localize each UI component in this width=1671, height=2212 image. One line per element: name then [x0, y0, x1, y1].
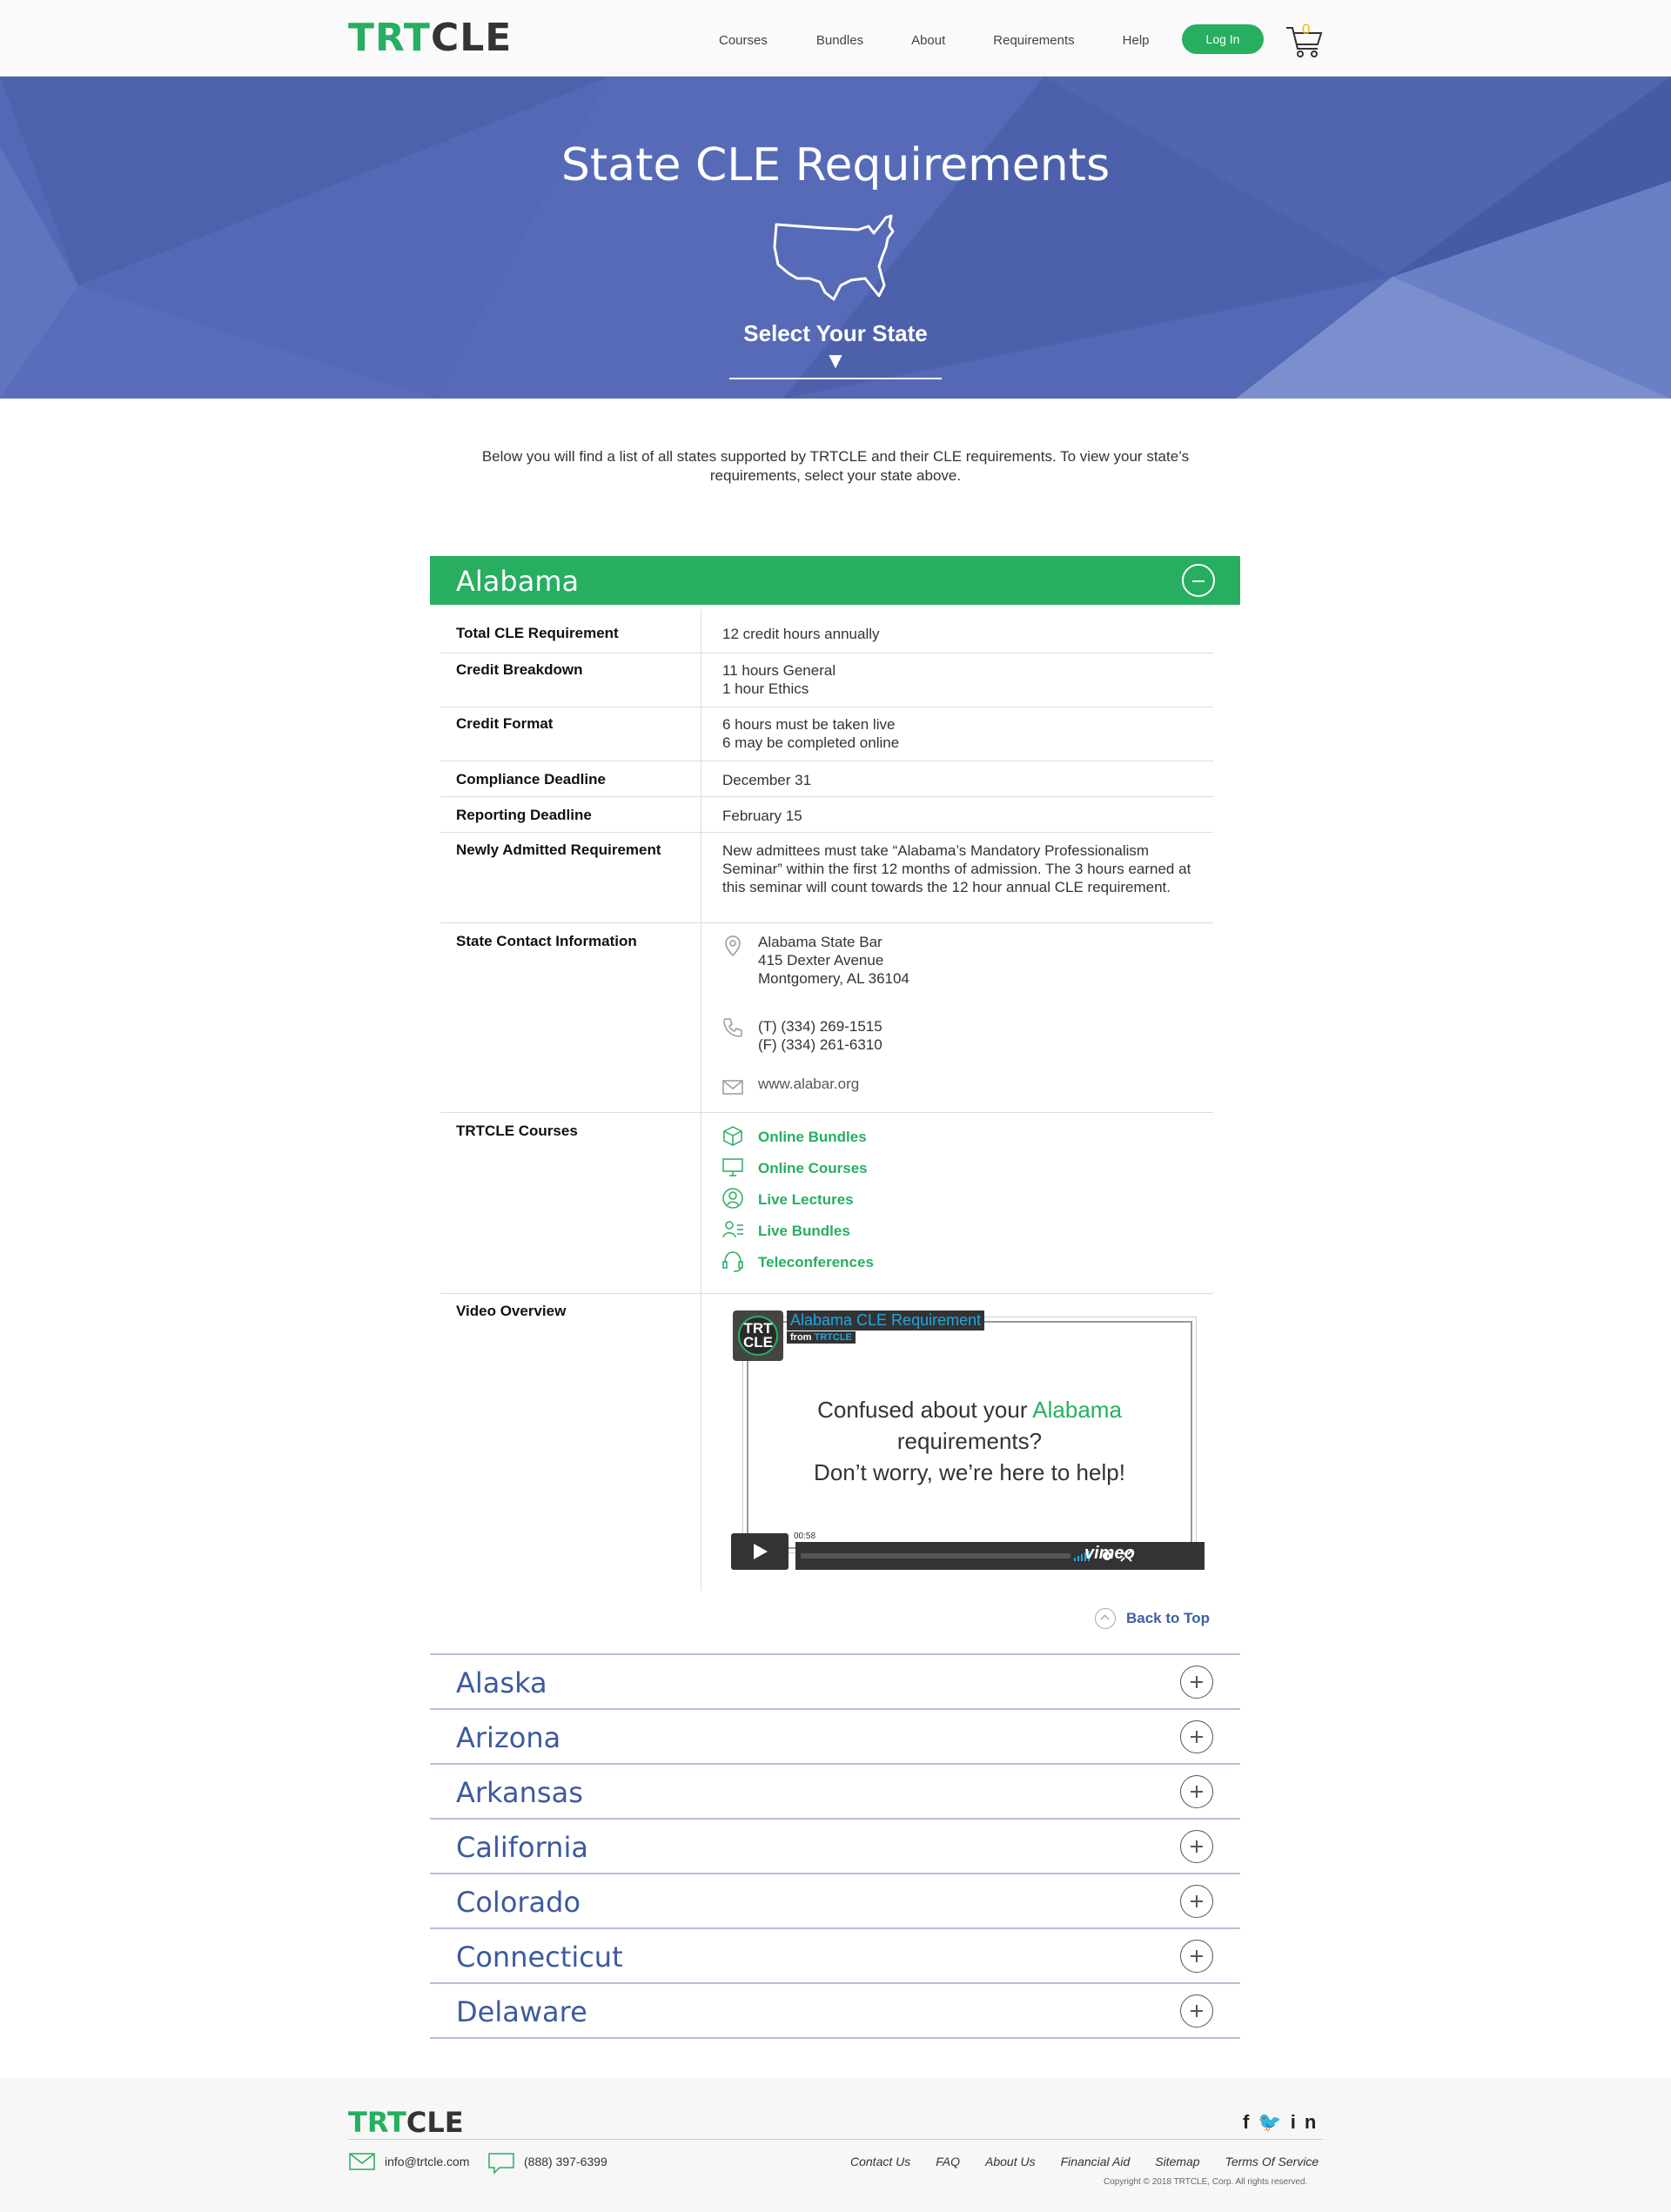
linkedin-icon[interactable]: in — [1290, 2111, 1325, 2133]
footer-link-faq[interactable]: FAQ — [936, 2155, 960, 2168]
mail-icon — [348, 2151, 376, 2172]
video-author[interactable]: from TRTCLE — [787, 1331, 856, 1344]
row-newly-admitted: Newly Admitted Requirement New admittees must take “Alabama’s Mandatory Professionalism Seminar” within the first 12 months of admission. The 3 hours earned at this seminar will count towards the 12 hour annual CLE requirement. — [440, 833, 1213, 923]
video-poster-text: Confused about your Alabama requirements? Don’t worry, we’re here to help! — [814, 1397, 1125, 1485]
minus-icon — [1192, 580, 1205, 582]
social-links — [1243, 2111, 1325, 2134]
state-header-alabama[interactable] — [430, 556, 1240, 605]
state-row-arkansas[interactable]: Arkansas — [430, 1763, 1240, 1818]
footer-logo[interactable]: TRTCLE — [348, 2106, 464, 2139]
nav-requirements[interactable]: Requirements — [993, 33, 1075, 48]
footer-link-terms[interactable]: Terms Of Service — [1225, 2155, 1319, 2168]
row-trtcle-courses: TRTCLE Courses Online Bundles Online Courses Live Lectures Live Bundles Teleconferences — [440, 1113, 1213, 1294]
play-icon — [731, 1533, 789, 1570]
channel-avatar[interactable]: TRT CLE — [733, 1310, 783, 1361]
intro-text: Below you will find a list of all states supported by TRTCLE and their CLE requirements. To view your state’s requirements, select your state above. — [481, 448, 1190, 484]
state-row-arizona[interactable]: Arizona — [430, 1708, 1240, 1763]
play-button[interactable] — [731, 1533, 789, 1570]
bundle-box-icon — [721, 1123, 745, 1148]
video-duration: 00:58 — [794, 1532, 816, 1541]
state-row-delaware[interactable]: Delaware — [430, 1982, 1240, 2037]
mail-icon — [721, 1075, 745, 1099]
expand-plus-icon[interactable] — [1180, 1830, 1213, 1863]
row-reporting-deadline: Reporting Deadline February 15 — [440, 797, 1213, 833]
monitor-icon — [721, 1155, 745, 1179]
state-row-colorado[interactable]: Colorado — [430, 1873, 1240, 1927]
footer-link-sitemap[interactable]: Sitemap — [1155, 2155, 1200, 2168]
facebook-icon[interactable]: f — [1243, 2111, 1258, 2133]
state-name: Alabama — [456, 565, 580, 598]
headset-icon — [721, 1249, 745, 1273]
video-progress-track[interactable] — [801, 1553, 1070, 1558]
row-credit-format: Credit Format 6 hours must be taken live 6 may be completed online — [440, 707, 1213, 761]
site-footer — [0, 2078, 1671, 2212]
course-link-online-bundles[interactable]: Online Bundles — [758, 1129, 867, 1145]
twitter-icon[interactable]: 🐦 — [1258, 2111, 1291, 2133]
chat-bubble-icon — [487, 2151, 515, 2175]
row-total-requirement: Total CLE Requirement 12 credit hours annually — [440, 609, 1213, 654]
cart-count-badge: 0 — [1302, 21, 1311, 37]
state-row-california[interactable]: California — [430, 1818, 1240, 1873]
site-header — [0, 0, 1671, 77]
footer-email-link[interactable]: info@trtcle.com — [385, 2155, 470, 2168]
expand-plus-icon[interactable] — [1180, 1994, 1213, 2028]
location-pin-icon — [721, 934, 745, 958]
lecturer-icon — [721, 1186, 745, 1210]
course-link-live-lectures[interactable]: Live Lectures — [758, 1191, 854, 1208]
row-compliance-deadline: Compliance Deadline December 31 — [440, 761, 1213, 797]
nav-help[interactable]: Help — [1122, 33, 1150, 48]
list-bottom-divider — [430, 2037, 1240, 2039]
footer-link-contact[interactable]: Contact Us — [850, 2155, 911, 2168]
phone-icon — [721, 1016, 745, 1040]
copyright-text: Copyright © 2018 TRTCLE, Corp. All rights reserved. — [1104, 2177, 1308, 2187]
collapse-icon[interactable] — [1182, 564, 1215, 597]
row-state-contact: State Contact Information Alabama State Bar 415 Dexter Avenue Montgomery, AL 36104 (T) (334) 269-1515 (F) (334) 261-6310 www.alabar.org — [440, 923, 1213, 1113]
footer-links — [850, 2155, 1319, 2168]
state-row-connecticut[interactable]: Connecticut — [430, 1927, 1240, 1982]
expand-plus-icon[interactable] — [1180, 1775, 1213, 1808]
login-button[interactable]: Log In — [1182, 24, 1264, 54]
course-link-online-courses[interactable]: Online Courses — [758, 1160, 868, 1176]
usa-map-icon — [771, 212, 900, 303]
video-control-bar[interactable] — [795, 1542, 1205, 1570]
expand-plus-icon[interactable] — [1180, 1720, 1213, 1753]
video-player[interactable] — [729, 1310, 1206, 1570]
main-nav — [719, 33, 1198, 48]
row-video-overview: Video Overview — [456, 1303, 567, 1319]
state-bar-website-link[interactable]: www.alabar.org — [758, 1076, 860, 1092]
hero-banner — [0, 77, 1671, 399]
nav-about[interactable]: About — [911, 33, 946, 48]
nav-bundles[interactable]: Bundles — [815, 33, 864, 48]
expand-plus-icon[interactable] — [1180, 1940, 1213, 1973]
footer-link-financial-aid[interactable]: Financial Aid — [1060, 2155, 1131, 2168]
footer-link-about[interactable]: About Us — [985, 2155, 1036, 2168]
chevron-up-icon — [1095, 1608, 1116, 1629]
row-credit-breakdown: Credit Breakdown 11 hours General 1 hour Ethics — [440, 654, 1213, 707]
footer-phone[interactable]: (888) 397-6399 — [524, 2155, 607, 2168]
course-link-live-bundles[interactable]: Live Bundles — [758, 1223, 850, 1239]
footer-divider — [348, 2139, 1323, 2140]
video-title[interactable]: Alabama CLE Requirement — [787, 1310, 984, 1331]
state-select-dropdown[interactable]: Select Your State ▼ — [729, 320, 942, 379]
expand-plus-icon[interactable] — [1180, 1885, 1213, 1918]
vimeo-logo[interactable]: vimeo — [1084, 1544, 1135, 1563]
expand-plus-icon[interactable] — [1180, 1666, 1213, 1699]
live-bundle-icon — [721, 1217, 745, 1242]
nav-courses[interactable]: Courses — [719, 33, 768, 48]
course-link-teleconferences[interactable]: Teleconferences — [758, 1254, 874, 1270]
page-title: State CLE Requirements — [560, 139, 1111, 191]
site-logo[interactable]: TRTCLE — [348, 16, 513, 60]
state-row-alaska[interactable]: Alaska — [430, 1653, 1240, 1708]
